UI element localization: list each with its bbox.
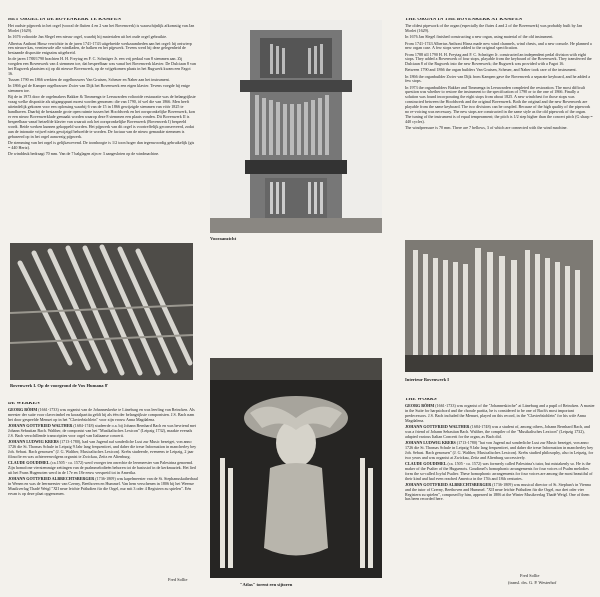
english-paragraph: In 1866 the organbuilder Zwier van Dijk from Kampen gave the Bovenwerk a separate keyboard, and he added a few stops.: [405, 73, 591, 84]
dutch-work-entry: [8, 408, 198, 423]
english-paragraph: In 1973 the organbuilders Bakker and Timmenga in Leeuwarden completed the restoration. The most difficult question was whether to restore the instrument to the specification of 1790 or to the one of 1866. Finally a solution was found incorporating the eight stops from about 1825. A new windchest for those stops was constructed between the Hoofdwerk and the original Bovenwerk. Both the original and the new Bovenwerk are playable from the same keyboard. The two divisions can be coupled. Because of the high quality of the pipework no re-voicing was necessary. The new stops are constructed in the same style as the old pipework of the organ. The tuning of the instrument is of equal temperament; the pitch is 1/2 step higher than the concert pitch (G sharp = 440 cycles).: [405, 84, 593, 124]
composer-text: (1684-1748) was a student of, among others, Johann Bernhard Bach, and was a friend of Johann Sebastian Bach. Walther, the compiler of the "Musikalisches Lexicon" (Leipzig 1732), adapted various Italian Concerti for the organ, as Bach did.: [405, 424, 590, 440]
composer-text: (1661-1733) was organist of the "Johanneskirche" at Lüneburg and a pupil of Reincken. A master in the Suite for harpsichord and the chorale partita, he is considered to be one of Bach's most important predecessors. J.S. Bach included the Menuet, played on this record, in the "Clavierbüchlein" for his wife Anna Magdalena.: [405, 403, 595, 424]
composer-name: JOHANN LUDWIG KREBS: [405, 440, 456, 446]
composer-name: JOHANN GOTTFRIED ALBRECHTSBERGER: [8, 475, 95, 481]
composer-text: (ca. 1505 - ca. 1572) was formerly called Palestrina's tutor, but mistakenly so. He is the maker of the Psalter of the Huguenots. Goudimel's homophonic arrangements for four voices of Psalm melodies form the so-called Joyful Psalter. These homophonic arrangements for four voices are among the most beautiful of their kind and had even reached America in the 17th and 18th centuries.: [405, 460, 593, 481]
english-work-entry: [405, 483, 595, 503]
dutch-work-entry: [8, 424, 198, 439]
composer-text: (ca.1505 - ca. 1572) werd vroeger ten onrechte de leermeester van Palestrina genoemd. Zijn homofone vierstemmige zettingen van de psalmmelodieën behoren tot de basisstof in de kerkmuziek. Het lied uit het Frans Hugenoten werd in de 17e en 18e eeuw verspreid tot in Amerika.: [8, 460, 196, 475]
english-paragraph: The windpressure is 70 mm. There are 7 bellows, 3 of which are connected with the wind machine.: [405, 124, 568, 130]
dutch-works-title: DE WERKEN: [8, 402, 40, 406]
dutch-signature: Fred Sollie: [168, 577, 188, 582]
dutch-paragraph: Bij de in 1973 door de orgelmakers Bakker & Timmenga te Leeuwarden voltooide restauratie was de belangrijkste vraag welke dispositie als uitgangspunt moest worden genomen: die van 1790, òf wel die van 1866. Men heeft uiteindelijk gekozen voor een oplossing waarbij 6 van de 15 in 1866 gewijzigde stemmen van vóór 1825 te handhaven. Daarbij de bestaande grote open ruimte tussen het Hoofdwerk en het oorspronkelijke Bovenwerk, kon er een nieuw Bovenwerklade gemaakt worden waarop deze 8 stemmen een plaats vonden. Dit Bovenwerk II is bespeelbaar vanaf hetzelfde klavier van waaruit ook het oorspronkelijke Bovenwerk (Bovenwerk I) bespeeld wordt. Beide werken kunnen gekoppeld worden. Het pijpwerk van dit orgel is voortreffelijk geconserveerd, zodat aan de intonatie vrijwel niets gewijzigd behoefde te worden. De factuur van de nieuw gemaakte stemmen is gebaseerd op in het orgel aanwezig pijpwerk.: [8, 94, 196, 139]
organ-front-photo: [210, 20, 382, 233]
composer-name: JOHANN GOTTFRIED WALTHER: [8, 423, 73, 429]
composer-name: CLAUDE GOUDIMEL: [405, 460, 447, 466]
composer-name: JOHANN LUDWIG KREBS: [8, 439, 59, 445]
caption-atlas: "Atlas" torent een sijtoren: [240, 582, 293, 587]
composer-text: (1736-1809) was musical director of St. Stephan's in Vienna and the tutor of Czerny, Beethoven and Hummel. "XII neue leichte Präludien für die Orgel, nur drei oder vier Registern zu spielen", composed by him, appeared in 1806 at the Winter Musikverlag Thadé Weigl. One of them has been recorded here.: [405, 481, 591, 502]
english-paragraph: From 1788 till 1790 H. H. Freytag and F. C. Schnitger Jr. constructed an independent pedal division with eight stops. They added a Bovenwerk of four stops, playable from the keyboard of the Bovenwerk. They transferred the Dulciaan 8 of the Rugwerk into the new Bovenwerk; the Rugwerk was provided with a Fagot 16.: [405, 51, 592, 67]
dutch-work-entry: [8, 477, 198, 497]
dutch-paragraph: In 1866 gaf de Kamper orgelbouwer Zwier van Dijk het Bovenwerk een eigen klavier. Tevens voegde hij enige stemmen toe.: [8, 83, 190, 94]
dutch-paragraph: De winddruk bedraagt 70 mm. Van de 7 balglagen zijn er 3 aangesloten op de windmachine.: [8, 150, 160, 156]
english-work-entry: [405, 404, 595, 424]
composer-name: GEORG BÖHM: [8, 407, 38, 413]
composer-text: (1661-1733) was organist van de Johanneskerke te Lüneburg en was leerling van Reincken. Als meester der suite voor clavecimbel en koraalpartita geldt hij als één der belangrijkste componisten. J.S. Bach nam het door gespeelde Menuet op in het "Clavierbüchlein" voor zijn vrouw Anna Magdalena.: [8, 407, 195, 423]
composer-text: (1736-1809) was kapelmeester van de St. Stephanuskathedraal in Wenen en was de leermeester van Czerny, Beethoven en Hummel. Van hem verschenen in 1806 bij het Weense Musikverlag Thadé Weigl "XII neue leichte Präludien für die Orgel, nur mit 3 oder 4 Registern zu spielen". Eén ervan is op deze plaat opgenomen.: [8, 475, 198, 496]
composer-name: CLAUDE GOUDIMEL: [8, 460, 50, 466]
dutch-paragraph: In de jaren 1788/1790 brachten H. H. Freytag en F. C. Schnitger Jr. een vrij pedaal van 8 stemmen aan. Zij voegden een Bovenwerk van 4 stemmen toe, dat bespeelbaar was vanaf het Bovenwerk klavier. De Dulciaan 8 van het Rugwerk plaatsten zij op dit nieuwe Bovenwerk, op de vrijgekomen plaats in het Rugwerk kwam een Fagot 16.: [8, 56, 196, 77]
dutch-work-entry: [8, 461, 198, 476]
english-works: [405, 398, 595, 570]
dutch-paragraph: Het oudste pijpwerk in het orgel (vooral de fluiten 4 en 2 van het Bovenwerk) is waarschijnlijk afkomstig van Jan Morlet (1629).: [8, 23, 195, 34]
caption-interior: Interieur Bovenwerk I: [405, 377, 450, 382]
caption-bovenwerk: Bovenwerk I. Op de voorgrond de Vox Humana 8': [10, 383, 109, 388]
english-organ-title: THE ORGAN IN THE BOVENKERK AT KAMPEN: [405, 18, 523, 22]
dutch-paragraph: In 1676 voltooide Jan Slegel een nieuw orgel, waarbij hij materialen uit het oude orgel gebruikte.: [8, 34, 168, 40]
english-organ-history: [405, 18, 593, 223]
dutch-paragraph: Tussen 1790 en 1866 werkten de orgelbouwers Van Gruisen, Scheuer en Naber aan het instrument.: [8, 77, 170, 83]
bovenwerk-photo: [10, 243, 193, 380]
english-paragraph: Between 1790 and 1866 the organ builders Van Gruisen, Scheuer, and Naber took care of the instrument.: [405, 67, 577, 73]
atlas-photo: [210, 358, 382, 578]
composer-text: (1684-1748) studeerde o.a. bij Johann Bernhard Bach en was bevriend met Johann Sebastian Bach. Walther, de componist van het "Musikalisches Lexicon" (Leipzig 1732), maakte evenals J.S. Bach verschillende transcripties voor orgel van Italiaanse concerti.: [8, 423, 196, 439]
translator-credit: (transl. drs. G. P. Westerhof: [508, 580, 557, 585]
dutch-organ-history: [8, 18, 196, 223]
english-paragraph: From 1741-1743 Albertus Anthoni Hinsz made new wind channels, wind chests, and a new console. He planned a new organ case. A few stops were added to the original specification.: [405, 40, 592, 51]
interior-photo: [405, 240, 593, 372]
english-works-title: THE WORKS: [405, 398, 437, 402]
english-paragraph: In 1676 Jan Slegel finished constructing a new organ, using material of the old instrument.: [405, 34, 554, 40]
composer-text: (1713-1780), had van Jugend auf sonderliche Lust zur Music bezeiget, von anno 1726 die St. Thomas Schule in Leipzig 9 Jahr lang frequentiret, und daher die treue Information in mancherley bey Joh. Sebast. Bach genossen" (J. G. Walther, Musicalisches Lexicon). Krebs studeerde, eveneens te Leipzig, 2 jaar filosofie en was achtereenvolgens organist te Zwickau, Zeitz en Altenburg.: [8, 439, 197, 459]
dutch-works: [8, 402, 198, 582]
composer-name: GEORG BÖHM: [405, 403, 435, 409]
english-work-entry: [405, 425, 595, 440]
dutch-organ-title: HET ORGEL IN DE BOVENKERK TE KAMPEN: [8, 18, 122, 22]
dutch-paragraph: Albertus Anthoni Hinsz verrichtte in de jaren 1741-1743 uitgebreide werkzaamheden aan het orgel: hij ontwierp een nieuwe kas, vernieuwde alle windladen, de balken en het pijpwerk. Tevens werd bij deze gelegenheid de bestaande dispositie enigszins uitgebreid.: [8, 40, 192, 56]
dutch-work-entry: [8, 440, 198, 460]
caption-front-view: Vooraanzicht: [210, 236, 237, 241]
composer-text: (1713-1780) "hat von Jugend auf sonderliche Lust zur Music bezeiget, von anno 1726 die St. Thomas Schule in Leipzig 9 Jahr lang frequentiret, und daher die treue Information in mancherley bey Joh. Sebast. Bach genossen" (J. G. Walther, Musicalisches Lexicon). Krebs studied philosophy, also in Leipzig, for two years and was organist at Zwickau, Zeitz and Altenburg successively.: [405, 440, 594, 460]
english-paragraph: The oldest pipework of the organ (especially the flutes 4 and 2 of the Bovenwerk) was probably built by Jan Morlet (1629).: [405, 23, 583, 34]
composer-name: JOHANN GOTTFRIED WALTHER: [405, 424, 470, 430]
english-work-entry: [405, 462, 595, 482]
composer-name: JOHANN GOTTFRIED ALBRECHTSBERGER: [405, 481, 492, 487]
english-work-entry: [405, 441, 595, 461]
english-signature: Fred Sollie: [520, 573, 540, 578]
dutch-paragraph: De stemming van het orgel is gelijkzwevend. De toonhoogte is 1/2 toon hoger dan tegenwoordig gebruikelijk (gis = 440 Hertz).: [8, 139, 195, 150]
